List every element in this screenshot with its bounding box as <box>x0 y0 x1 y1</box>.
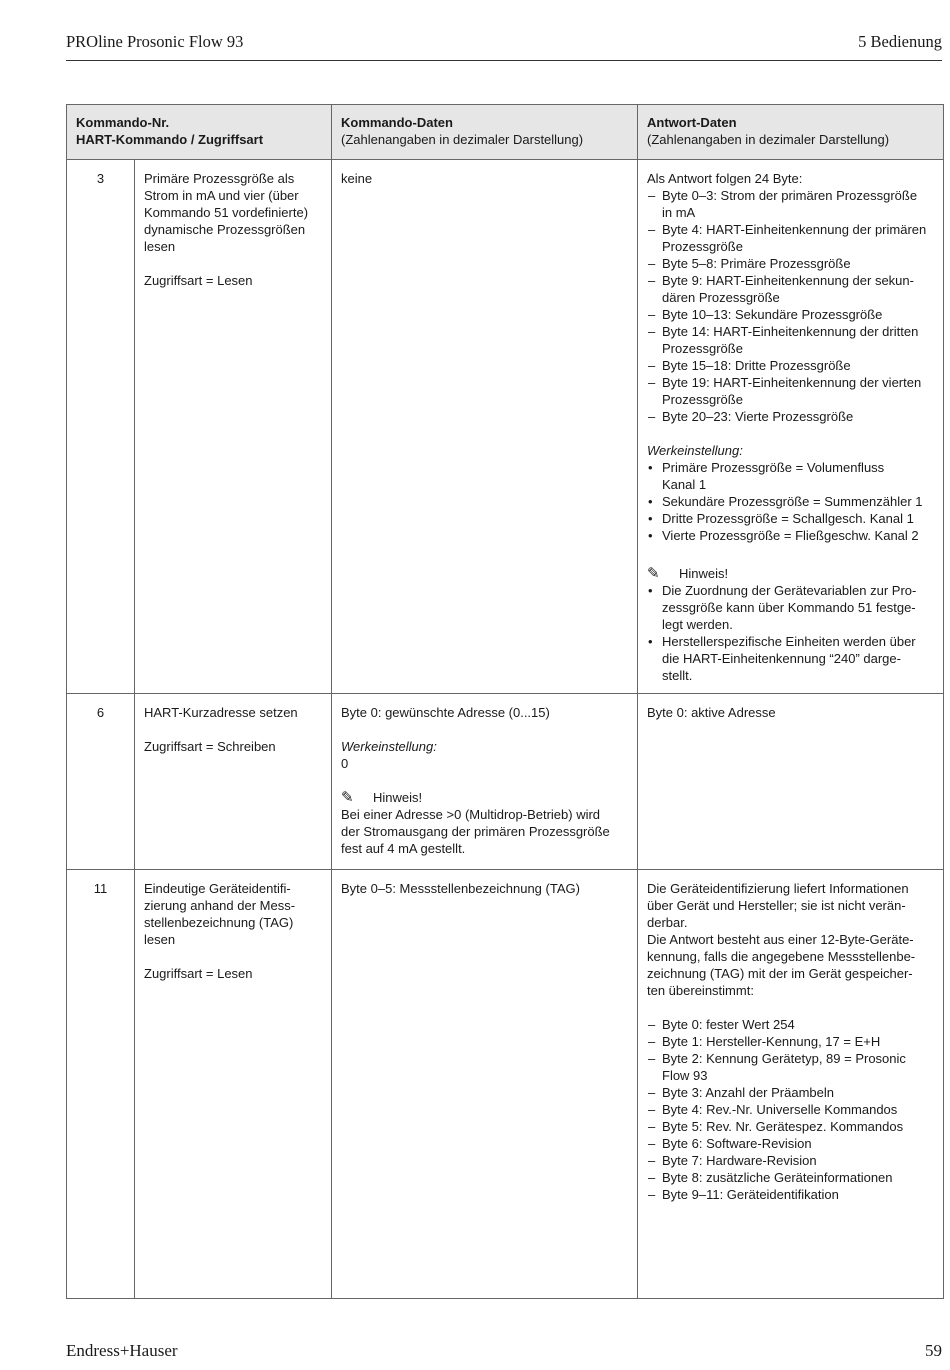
command-description: Eindeutige Geräteidentifi- zierung anhand der Mess- stellenbezeichnung (TAG) lesen Zugriffsart = Lesen <box>135 870 332 1299</box>
factory-setting-label: Werkeinstellung: <box>341 739 437 754</box>
note-label: Hinweis! <box>679 566 729 581</box>
page-number: 59 <box>925 1341 942 1360</box>
command-number: 3 <box>67 160 135 694</box>
command-data: Byte 0: gewünschte Adresse (0...15) Werkeinstellung: 0 ✎ Hinweis! Bei einer Adresse >0 (Multidrop-Betrieb) wird der Stromausgang der primären Prozessgröße fest auf 4 mA gestellt. <box>332 694 638 870</box>
response-data: Als Antwort folgen 24 Byte: – Byte 0–3: Strom der primären Prozessgröße in mA – Byte 4: HART-Einheitenkennung der primären Prozessgröße – Byte 5–8: Primäre Prozessgröße – Byte 9: HART-Einheitenkennung der sekun- dären Prozessgröße – Byte 10–13: Sekundäre Prozessgröße – Byte 14: HART-Einheitenkennung der dritten Prozessgröße – Byte 15–18: Dritte Prozessgröße – Byte 19: HART-Einheitenkennung der vierten Prozessgröße – Byte 20–23: Vierte Prozessgröße Werkeinstellung: • Primäre Prozessgröße = Volumenfluss Kanal 1 • Sekundäre Prozessgröße = Summenzähler 1 • Dritte Prozessgröße = Schallgesch. Kanal 1 • Vierte Prozessgröße = Fließgeschw. Kanal 2 ✎ Hinweis! • Die Zuordnung der Gerätevariablen zur Pro- zessgröße kann über Kommando 51 festge- legt werden. • Herstellerspezifische Einheiten werden über die HART-Einheitenkennung “240” darge- stellt. <box>638 160 944 694</box>
command-data: Byte 0–5: Messstellenbezeichnung (TAG) <box>332 870 638 1299</box>
command-description: Primäre Prozessgröße als Strom in mA und vier (über Kommando 51 vordefinierte) dynamische Prozessgrößen lesen Zugriffsart = Lesen <box>135 160 332 694</box>
page-header <box>66 30 942 61</box>
access-type: Zugriffsart = Lesen <box>144 966 253 981</box>
response-data: Die Geräteidentifizierung liefert Informationen über Gerät und Hersteller; sie ist nicht verän- derbar. Die Antwort besteht aus einer 12-Byte-Geräte- kennung, falls die angegebene Messstellenbe- zeichnung (TAG) mit der im Gerät gespeicher- ten übereinstimmt: – Byte 0: fester Wert 254 – Byte 1: Hersteller-Kennung, 17 = E+H – Byte 2: Kennung Gerätetyp, 89 = Prosonic Flow 93 – Byte 3: Anzahl der Präambeln – Byte 4: Rev.-Nr. Universelle Kommandos – Byte 5: Rev. Nr. Gerätespez. Kommandos – Byte 6: Software-Revision – Byte 7: Hardware-Revision – Byte 8: zusätzliche Geräteinformationen – Byte 9–11: Geräteidentifikation <box>638 870 944 1299</box>
access-type: Zugriffsart = Lesen <box>144 273 253 288</box>
hart-command-table <box>66 104 944 1299</box>
command-number: 11 <box>67 870 135 1299</box>
note-label: Hinweis! <box>373 790 423 805</box>
document-title: PROline Prosonic Flow 93 <box>66 32 244 51</box>
command-data: keine <box>332 160 638 694</box>
header-command-number: Kommando-Nr. HART-Kommando / Zugriffsart <box>67 105 332 160</box>
access-type: Zugriffsart = Schreiben <box>144 739 276 754</box>
command-number: 6 <box>67 694 135 870</box>
command-description: HART-Kurzadresse setzen Zugriffsart = Schreiben <box>135 694 332 870</box>
chapter-title: 5 Bedienung <box>858 32 942 51</box>
header-response-data: Antwort-Daten (Zahlenangaben in dezimaler Darstellung) <box>638 105 944 160</box>
header-command-data: Kommando-Daten (Zahlenangaben in dezimaler Darstellung) <box>332 105 638 160</box>
manufacturer-logo-text: Endress+Hauser <box>66 1341 178 1360</box>
table-row <box>67 160 944 694</box>
response-data: Byte 0: aktive Adresse <box>638 694 944 870</box>
factory-setting-label: Werkeinstellung: <box>647 443 743 458</box>
pencil-note-icon: ✎ <box>647 565 660 582</box>
table-header-row <box>67 105 944 160</box>
table-row <box>67 870 944 1299</box>
pencil-note-icon: ✎ <box>341 789 354 806</box>
table-row <box>67 694 944 870</box>
